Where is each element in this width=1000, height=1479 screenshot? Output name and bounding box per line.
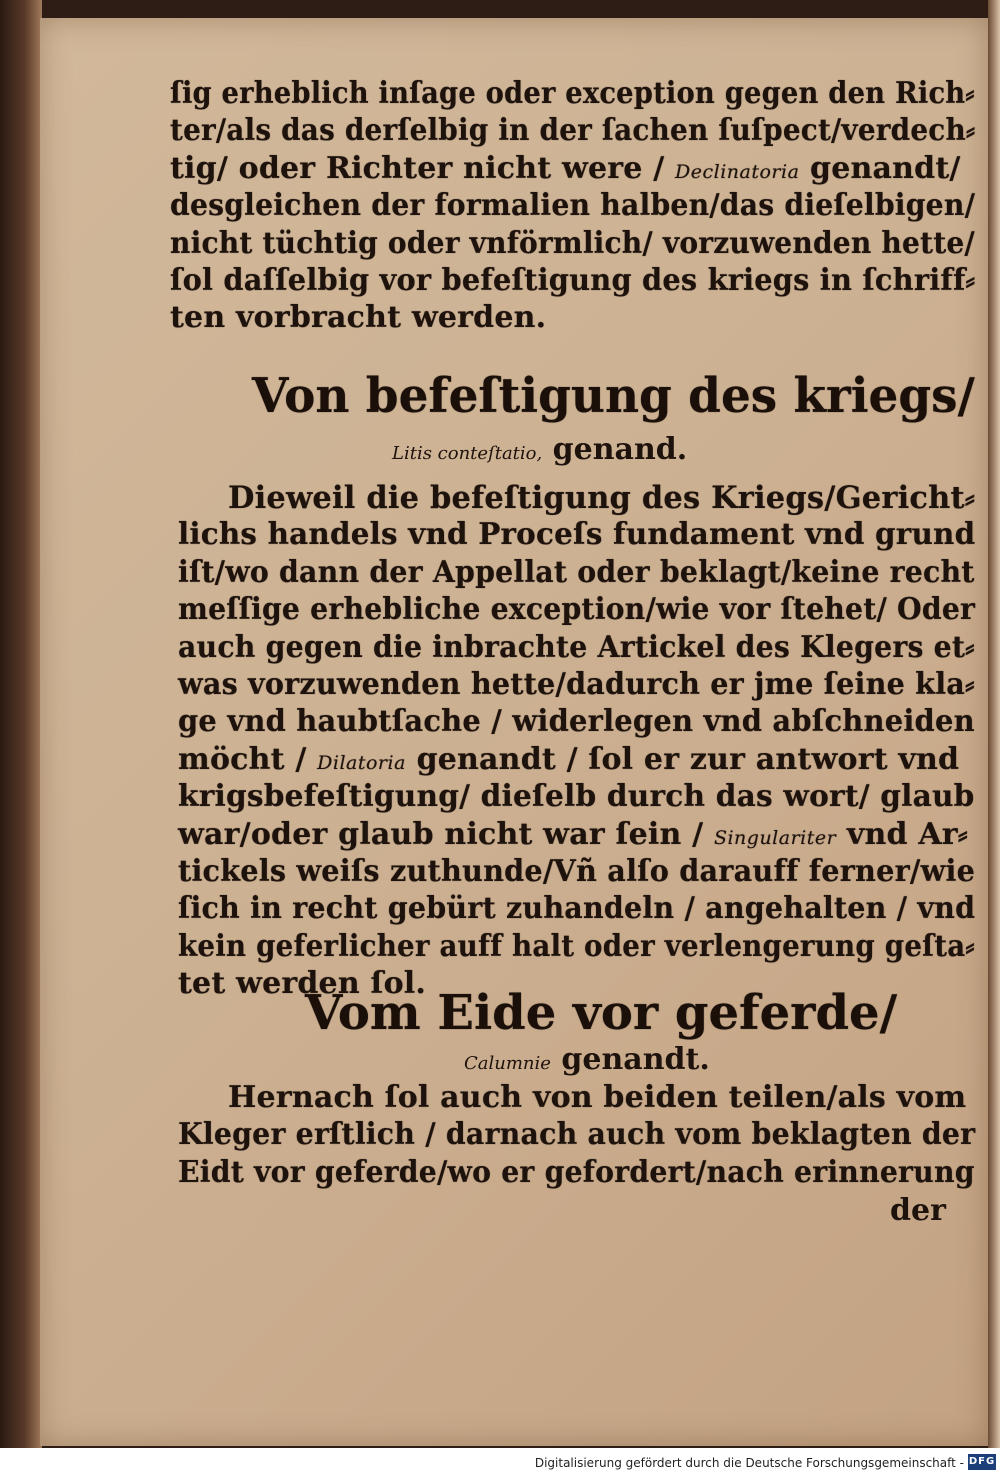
- text-run: genand.: [542, 432, 688, 467]
- digitization-footer: [0, 1448, 1000, 1479]
- text-line: lichs handels vnd Proceſs fundament vnd grund: [178, 517, 976, 552]
- section-subheading: [392, 432, 687, 467]
- text-line: [178, 817, 968, 852]
- text-line: [170, 151, 961, 186]
- text-line: ten vorbracht werden.: [170, 300, 547, 335]
- book-binding-edge: [0, 0, 42, 1448]
- text-line: [178, 742, 959, 777]
- text-line: tickels weiſs zuthunde/Vñ alſo darauff ferner/wie: [178, 854, 976, 889]
- text-line: nicht tüchtig oder vnförmlich/ vorzuwenden hette/: [170, 226, 975, 261]
- latin-term: Litis conteſtatio,: [392, 443, 543, 464]
- text-line: ter/als das derſelbig in der ſachen ſuſpect/verdech⸗: [170, 113, 976, 148]
- text-line: krigsbefeſtigung/ dieſelb durch das wort/ glaub: [178, 779, 975, 814]
- latin-term: Calumnie: [464, 1053, 551, 1074]
- text-run: genandt/: [799, 151, 961, 186]
- text-line: iſt/wo dann der Appellat oder beklagt/keine recht: [178, 555, 975, 590]
- text-line: ſich in recht gebürt zuhandeln / angehalten / vnd: [178, 891, 976, 926]
- section-heading: Vom Eide vor geferde/: [305, 985, 898, 1041]
- latin-term: Declinatoria: [675, 161, 800, 183]
- text-run: war/oder glaub nicht war ſein /: [178, 817, 714, 852]
- funding-note: Digitalisierung gefördert durch die Deutsche Forschungsgemeinschaft -: [534, 1456, 964, 1470]
- latin-term: Dilatoria: [317, 752, 406, 774]
- text-line: Kleger erſtlich / darnach auch vom beklagten der: [178, 1117, 976, 1152]
- latin-term: Singulariter: [713, 827, 837, 849]
- section-subheading: [464, 1042, 710, 1077]
- text-line: ge vnd haubtſache / widerlegen vnd abſchneiden: [178, 704, 975, 739]
- text-line: tet werden ſol.: [178, 966, 427, 1001]
- page-right-edge: [988, 0, 1000, 1448]
- text-line: ſig erheblich inſage oder exception gegen den Rich⸗: [170, 76, 975, 111]
- text-run: tig/ oder Richter nicht were /: [170, 151, 675, 186]
- text-line: Hernach ſol auch von beiden teilen/als vom: [228, 1080, 967, 1115]
- text-line: auch gegen die inbrachte Artickel des Klegers et⸗: [178, 630, 975, 665]
- text-line: Eidt vor geferde/wo er gefordert/nach erinnerung: [178, 1155, 975, 1190]
- text-run: möcht /: [178, 742, 318, 777]
- section-heading: Von befeſtigung des kriegs/: [252, 368, 975, 424]
- text-run: genandt / ſol er zur antwort vnd: [405, 742, 960, 777]
- text-line: meſſige erhebliche exception/wie vor ſtehet/ Oder: [178, 592, 976, 627]
- text-line: was vorzuwenden hette/dadurch er jme ſeine kla⸗: [178, 667, 975, 702]
- text-run: genandt.: [550, 1042, 710, 1077]
- text-line: kein geferlicher auff halt oder verlengerung geſta⸗: [178, 929, 975, 964]
- catchword: der: [890, 1193, 946, 1228]
- text-line: Dieweil die befeſtigung des Kriegs/Gericht⸗: [228, 480, 976, 516]
- text-run: vnd Ar⸗: [836, 817, 968, 852]
- text-line: ſol daſſelbig vor befeſtigung des kriegs in ſchriff⸗: [170, 263, 976, 298]
- dfg-logo: DFG: [968, 1454, 996, 1470]
- text-line: desgleichen der formalien halben/das dieſelbigen/: [170, 188, 976, 223]
